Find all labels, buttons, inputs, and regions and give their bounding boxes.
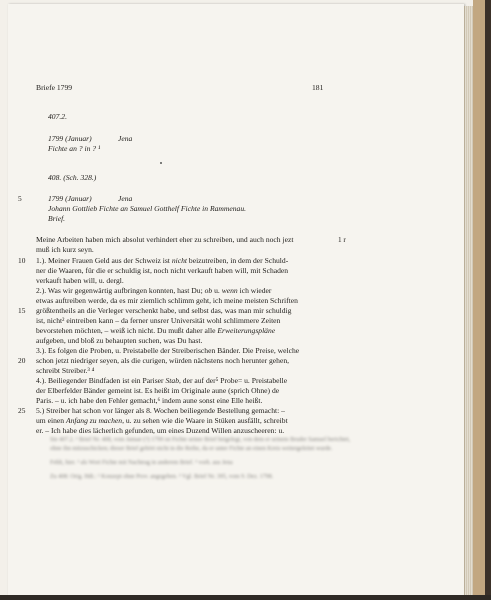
text-line: 1.). Meiner Frauen Geld aus der Schweiz ist nicht beizutreiben, in dem der Schuld- (36, 256, 289, 265)
footnote-block: Zu 408: Orig. Hdt.: ² Konzept ohne Prov. angegeben. ³ Vgl. Brief Nr. 395, vom 9. Dez. 1798. (50, 474, 274, 480)
entry-407-addressee: Fichte an ? in ? ¹ (48, 144, 101, 153)
text-line: bevorstehen möchten, – weiß ich nicht. Du mußt daher alle Erweiterungspläne (36, 326, 276, 335)
text-line: um einen Anfang zu machen, u. zu sehen wie die Waare in Stüken ausfällt, schreibt (36, 416, 288, 425)
text-line: verkauft haben will, u. dergl. (36, 276, 124, 285)
text-line: ist, nicht² eintreiben kann – da ferner unsrer Universität wohl schlimmere Zeiten (36, 316, 281, 325)
text-line: Meine Arbeiten haben mich absolut verhindert eher zu schreiben, und auch noch jezt (36, 235, 294, 244)
text-line: Paris. – u. ich habe den Fehler gemacht,⁶ indem aune sonst eine Elle heißt. (36, 396, 263, 405)
text-line: 5.) Streiber hat schon vor länger als 8. Wochen beiliegende Bestellung gemacht: – (36, 406, 285, 415)
text-line: der Elberfelder Bänder gemeint ist. Es heißt im Originale aune (sprich Ohne) de (36, 386, 280, 395)
text-line: er. – Ich habe dies lächerlich gefunden, um eines Duzend Willen anzuscheeren: u. (36, 426, 285, 435)
line-number-20: 20 (18, 356, 26, 365)
entry-408-kind: Brief. (48, 214, 66, 223)
text-line: aufgeben, und bloß zu behaupten suchen, was Du hast. (36, 336, 203, 345)
entry-408-title: Johann Gottlieb Fichte an Samuel Gotthelf Fichte in Rammenau. (48, 204, 247, 213)
footnotes-apparatus (50, 436, 358, 512)
footnote-block: Sie 407.2. ¹ Brief Nr. 408, vom Januar (?) 1799 ist Fichte seiner Brief beigelegt, von dem er seinem Bruder Samuel berichtet, ohne ihn mitzuschicken; dieser Brief gehört nicht in die Reihe, da er unter Fichte an einen Kreis weitergeleitet wurde. (50, 437, 351, 452)
entry-number-408: 408. (Sch. 328.) (48, 173, 97, 182)
line-number-10: 10 (18, 256, 26, 265)
line-number-15: 15 (18, 306, 26, 315)
text-line: schon jetzt niedriger seyen, als die curigen, würden nächstens noch herunter gehen, (36, 356, 290, 365)
text-line: 2.). Was wir gegenwärtig aufbringen konnten, hast Du; ob u. wenn ich wieder (36, 286, 272, 295)
footnote-block: Fehlt, hier. ² als Wort Fichte mit Nachtrag in anderem Brief. ³ vorh. aus Jena (50, 460, 233, 466)
entry-407-date: 1799 (Januar) (48, 134, 92, 143)
stray-mark (160, 162, 162, 164)
entry-408-place: Jena (118, 194, 133, 203)
entry-number-407: 407.2. (48, 112, 67, 121)
line-number-5: 5 (18, 194, 22, 203)
book-page (8, 4, 464, 596)
entry-408-date: 1799 (Januar) (48, 194, 92, 203)
scan-bottom-edge (0, 595, 491, 600)
margin-folio-note: 1 r (338, 236, 346, 244)
book-cover-edge (473, 0, 491, 600)
running-title: Briefe 1799 (36, 83, 73, 92)
entry-407-place: Jena (118, 134, 133, 143)
text-line: muß ich kurz seyn. (36, 245, 94, 254)
text-line: größtentheils an die Verleger verschenkt habe, und selbst das, was man mir schuldig (36, 306, 292, 315)
line-number-25: 25 (18, 406, 26, 415)
text-line: etwas auftreiben werde, da es mir ziemlich schlimm geht, ich meine meisten Schriften (36, 296, 298, 305)
text-line: ner die Waaren, für die er schuldig ist, noch nicht verkauft haben will, mit Schaden (36, 266, 289, 275)
text-line: 4.). Beiliegender Bindfaden ist ein Pariser Stab, der auf der⁵ Probe= u. Preistabelle (36, 376, 288, 385)
text-line: schreibt Streiber.³ ⁴ (36, 366, 95, 375)
page-number: 181 (312, 83, 324, 92)
text-line: 3.). Es folgen die Proben, u. Preistabelle der Streiberischen Bänder. Die Preise, welche (36, 346, 300, 355)
